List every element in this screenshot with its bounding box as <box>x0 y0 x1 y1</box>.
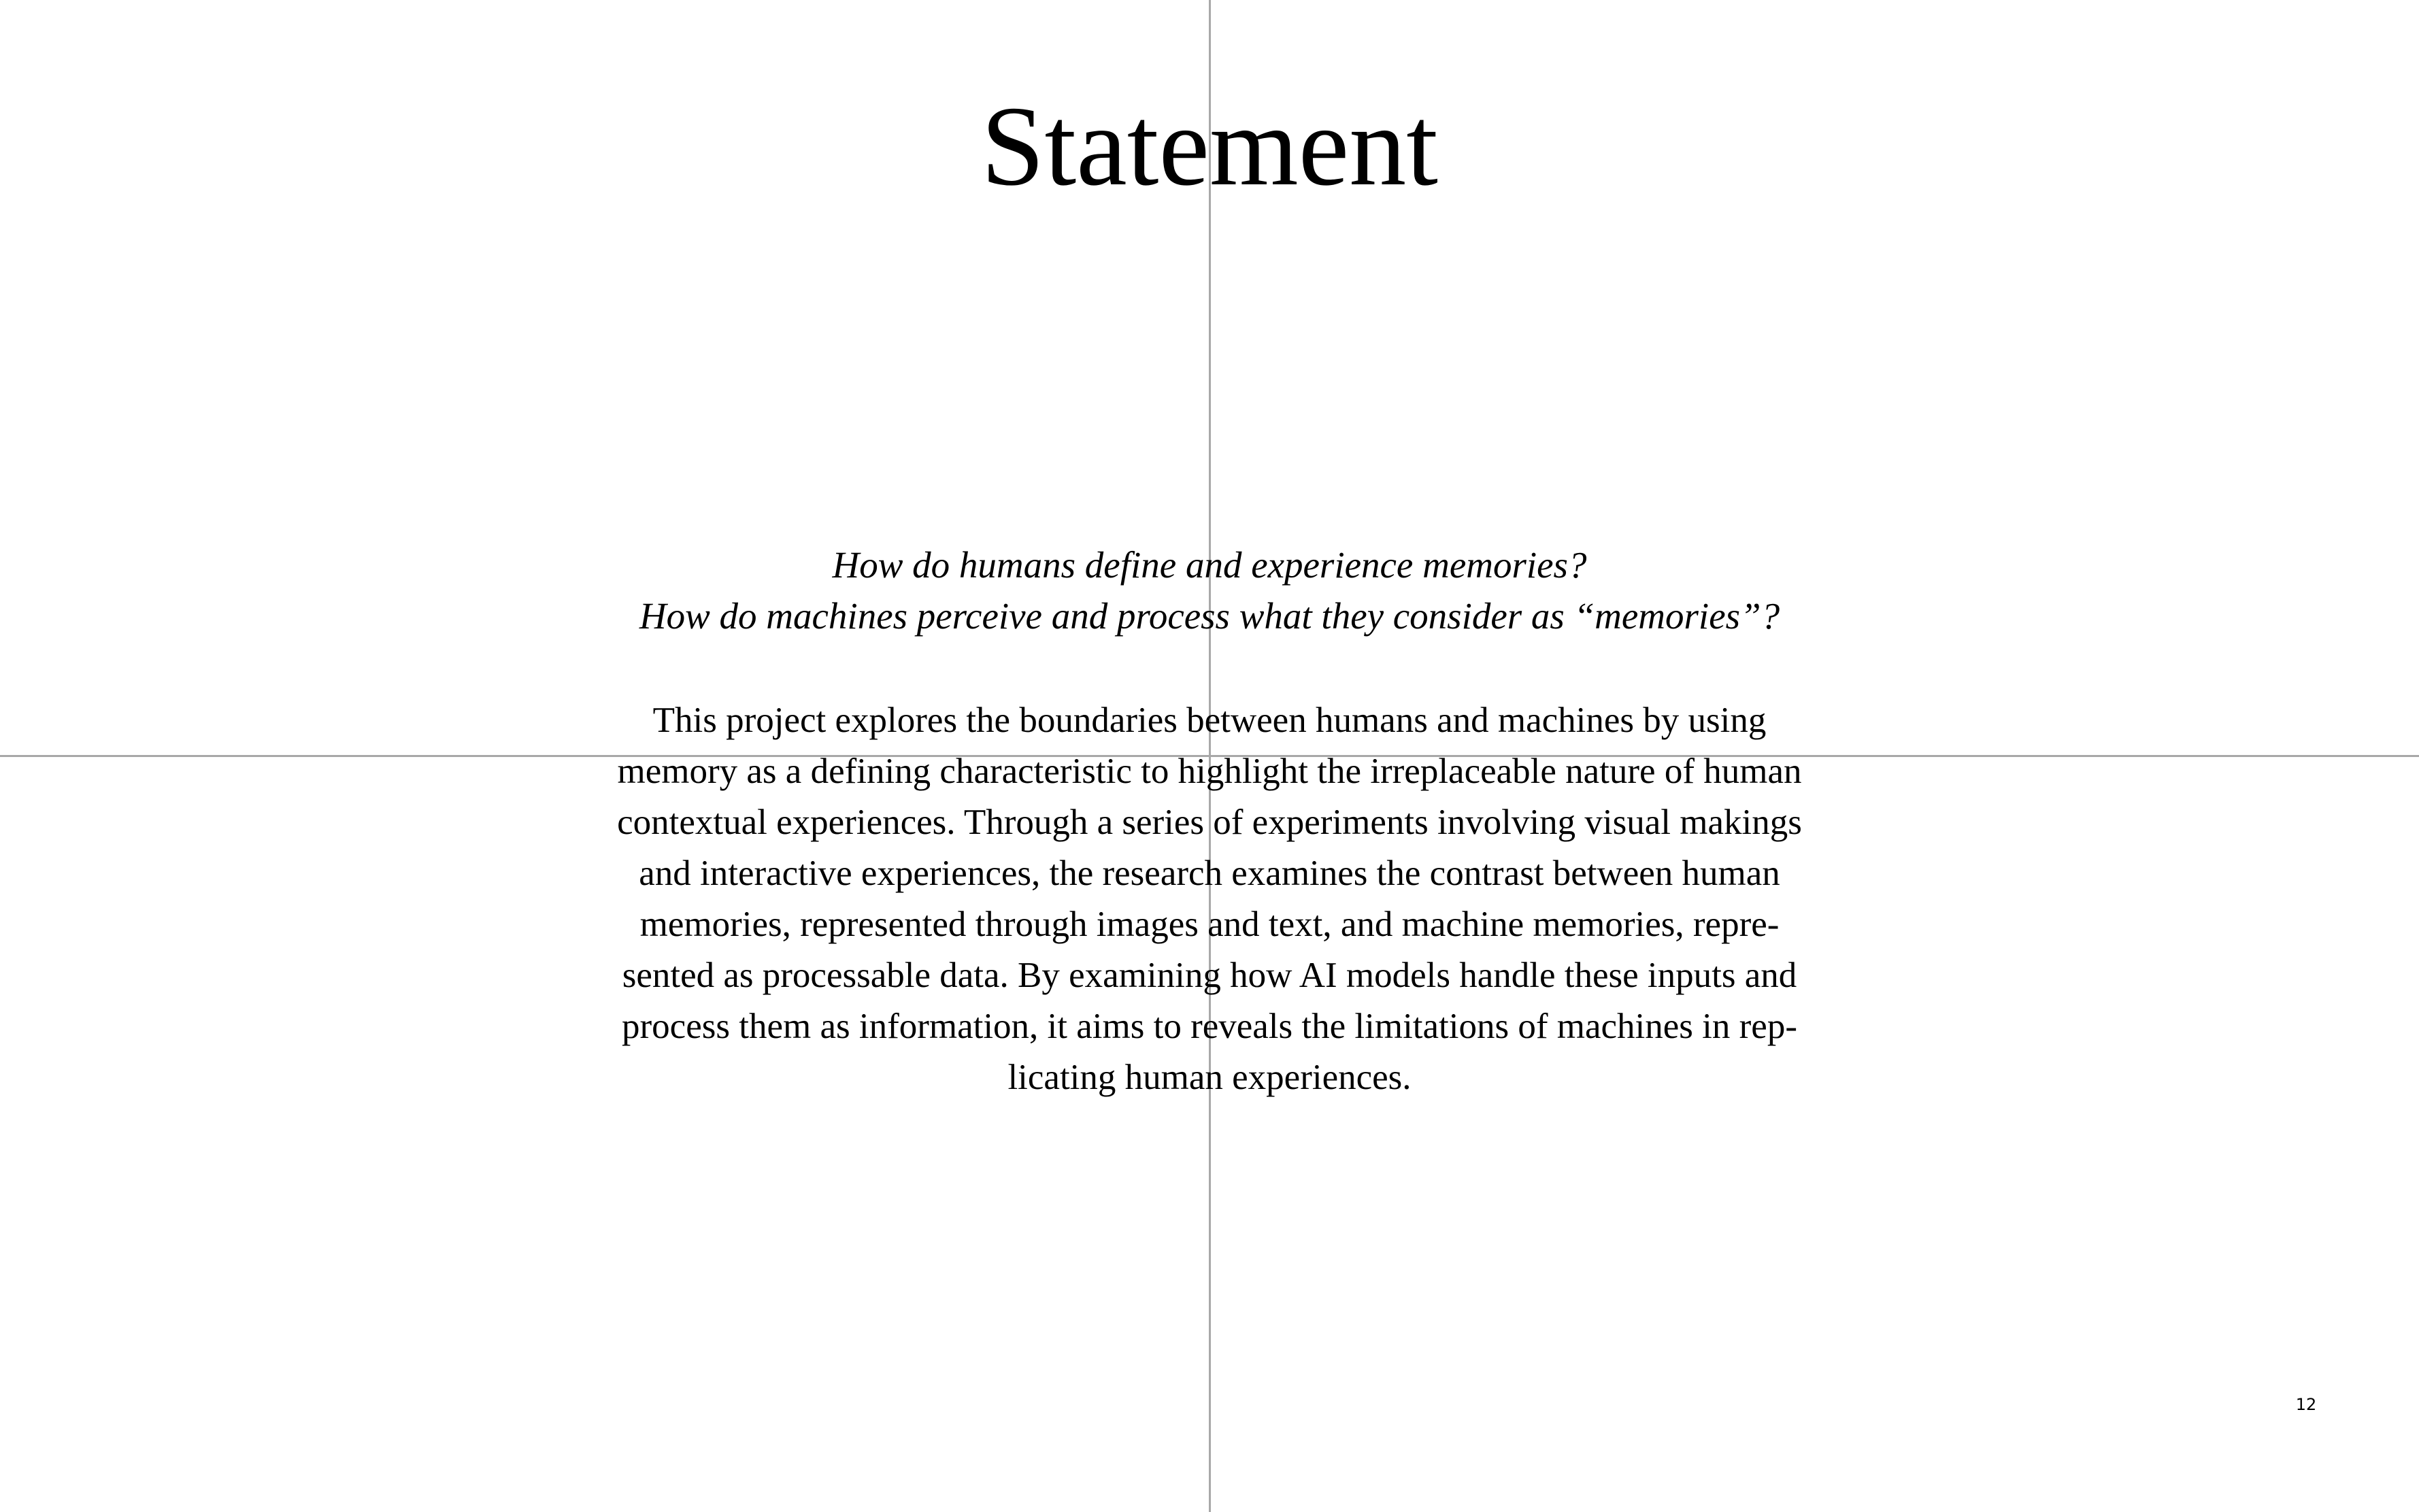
statement-paragraph <box>0 695 2419 1103</box>
page-number: 12 <box>2295 1395 2317 1414</box>
page-title: Statement <box>981 83 1438 209</box>
paragraph-line: process them as information, it aims to reveals the limitations of machines in rep- <box>622 1007 1797 1046</box>
paragraph-line: memories, represented through images and text, and machine memories, repre- <box>639 905 1780 944</box>
paragraph-line: and interactive experiences, the research examines the contrast between human <box>639 854 1780 893</box>
paragraph-line: sented as processable data. By examining how AI models handle these inputs and <box>622 956 1797 995</box>
paragraph-line: contextual experiences. Through a series of experiments involving visual makings <box>617 803 1802 842</box>
paragraph-line: This project explores the boundaries between humans and machines by using <box>652 701 1767 740</box>
paragraph-line: memory as a defining characteristic to highlight the irreplaceable nature of human <box>617 752 1802 791</box>
question-line: How do machines perceive and process what they consider as “memories”? <box>639 595 1780 637</box>
paragraph-line: licating human experiences. <box>1007 1058 1412 1097</box>
research-questions <box>0 539 2419 641</box>
question-line: How do humans define and experience memories? <box>832 544 1587 586</box>
